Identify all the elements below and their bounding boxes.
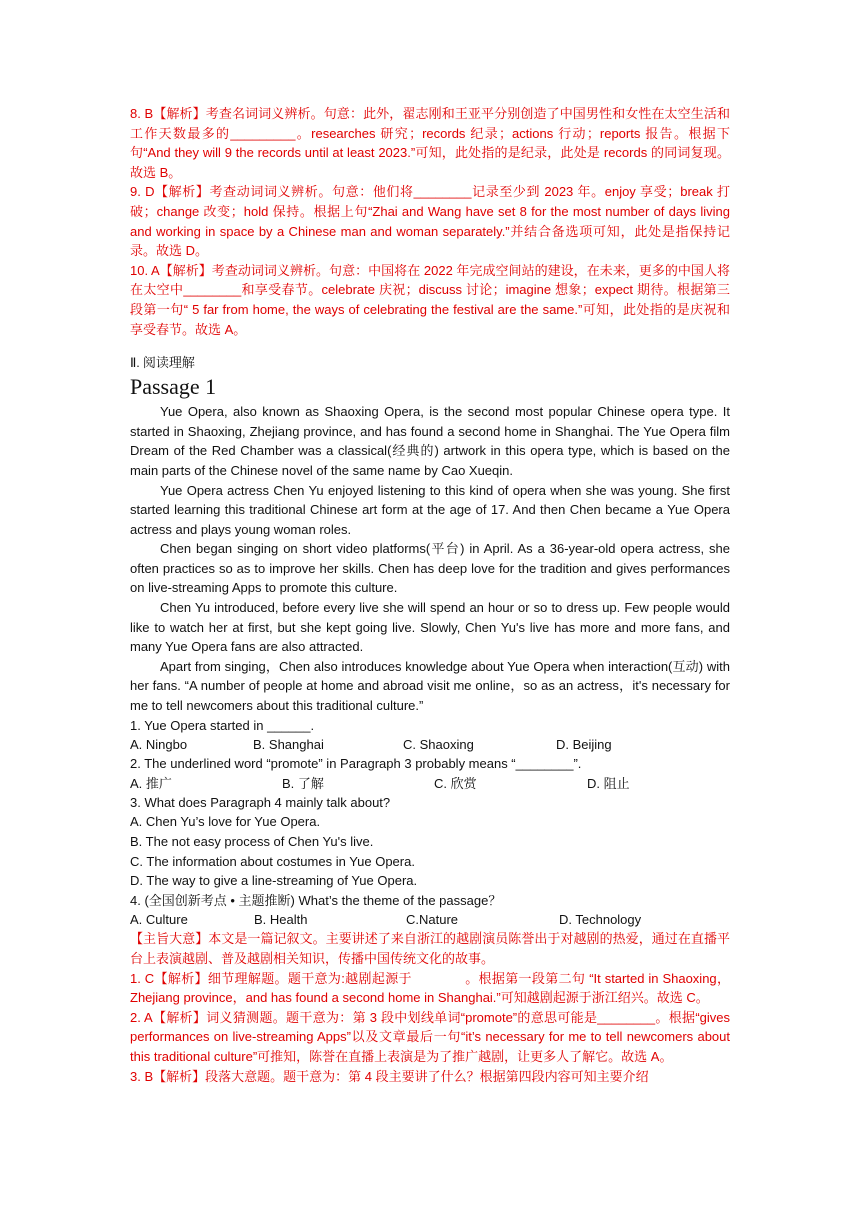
passage-paragraph-1: Yue Opera, also known as Shaoxing Opera, is the second most popular Chinese opera type. It started in Shaoxing, Zhejiang province, and has found a second home in Shanghai. The Yue Opera film Dream of the Red Chamber was a classical(经典的) artwork in this opera type, which is based on the main parts of the Chinese novel of the same name by Cao Xueqin. — [130, 404, 730, 478]
answer-1: 1. C【解析】细节理解题。题干意为:越剧起源于 。根据第一段第二句 “It started in Shaoxing，Zhejiang province，and has found a second home in Shanghai.”可知越剧起源于浙江绍兴。故选 C。 — [130, 970, 730, 1006]
passage-paragraph-5: Apart from singing，Chen also introduces knowledge about Yue Opera when interaction(互动) with her fans. “A number of people at home and abroad visit me online，so as an actress，it's necessary for me to tell newcomers about this traditional culture.” — [130, 658, 730, 714]
passage-paragraph-3: Chen began singing on short video platforms(平台) in April. As a 36-year-old opera actress, she often practices so as to improve her skills. Chen has deep love for the tradition and gives performances on live-streaming Apps to promote this culture. — [130, 541, 730, 596]
answer-2: 2. A【解析】词义猜测题。题干意为：第 3 段中划线单词“promote”的意思可能是________。根据“gives performances on live-streaming Apps”以及文章最后一句“it’s necessary for me to tell newcomers about this traditional culture”可推知，陈誉在直播上表演是为了推广越剧，让更多人了解它。故选 A。 — [130, 1009, 730, 1064]
option-b: B. Health — [254, 912, 308, 928]
option-c: C.Nature — [406, 912, 459, 928]
option-a: A. Ningbo — [130, 737, 188, 753]
option-row — [130, 735, 730, 754]
answer-explanations-top — [130, 104, 730, 339]
main-idea: 【主旨大意】本文是一篇记叙文。主要讲述了来自浙江的越剧演员陈誉出于对越剧的热爱，通过在直播平台上表演越剧、普及越剧相关知识，传播中国传统文化的故事。 — [130, 931, 730, 966]
question-4 — [130, 891, 730, 930]
option-d: D. Beijing — [556, 737, 612, 753]
option-b: B. The not easy process of Chen Yu's live. — [130, 834, 374, 849]
option-b: B. Shanghai — [253, 737, 324, 753]
answer-3: 3. B【解析】段落大意题。题干意为：第 4 段主要讲了什么？根据第四段内容可知主要介绍 — [130, 1068, 649, 1084]
option-d: D. The way to give a line-streaming of Yue Opera. — [130, 873, 418, 889]
answer-9: 9. D【解析】考查动词词义辨析。句意：他们将________记录至少到 2023 年。enjoy 享受；break 打破；change 改变；hold 保持。根据上句“Zhai and Wang have set 8 for the most number of days living and working in space by a Chinese man and woman separately.”并结合备选项可知，此处是指保持记录。故选 D。 — [130, 184, 730, 259]
option-c: C. The information about costumes in Yue Opera. — [130, 853, 415, 869]
option-row — [130, 910, 730, 929]
page-content — [130, 104, 730, 1086]
question-2 — [130, 754, 730, 793]
question-stem: 3. What does Paragraph 4 mainly talk about? — [130, 794, 391, 810]
answer-8: 8. B【解析】考查名词词义辨析。句意：此外，翟志刚和王亚平分别创造了中国男性和女性在太空生活和工作天数最多的_________。researches 研究；records 纪录；actions 行动；reports 报告。根据下句“And they will 9 the records until at least 2023.”可知，此处指的是纪录，此处是 records 的同词复现。故选 B。 — [130, 106, 730, 180]
option-b: B. 了解 — [282, 775, 324, 791]
question-stem: 2. The underlined word “promote” in Paragraph 3 probably means “________”. — [130, 756, 582, 772]
passage-body — [130, 402, 730, 716]
option-a: A. 推广 — [130, 775, 172, 791]
option-c: C. 欣赏 — [434, 775, 477, 791]
option-a: A. Chen Yu’s love for Yue Opera. — [130, 814, 321, 830]
passage-title: Passage 1 — [130, 374, 217, 400]
question-3 — [130, 793, 730, 891]
question-stem: 4. (全国创新考点 • 主题推断) What’s the theme of the passage？ — [130, 892, 502, 908]
question-stem: 1. Yue Opera started in ______. — [130, 717, 315, 733]
option-d: D. 阻止 — [587, 775, 630, 791]
section-heading: Ⅱ. 阅读理解 — [130, 355, 195, 371]
option-row — [130, 774, 730, 793]
passage-paragraph-4: Chen Yu introduced, before every live she will spend an hour or so to dress up. Few people would like to watch her at first, but she kept going live. Slowly, Chen Yu's live has more and more fans, and many Yue Opera fans are also attracted. — [130, 600, 730, 655]
option-d: D. Technology — [559, 912, 642, 928]
answer-10: 10. A【解析】考查动词词义辨析。句意：中国将在 2022 年完成空间站的建设，在未来，更多的中国人将在太空中________和享受春节。celebrate 庆祝；discuss 讨论；imagine 想象；expect 期待。根据第三段第一句“ 5 far from home, the ways of celebrating the festival are the same.”可知，此处指的是庆祝和享受春节。故选 A。 — [130, 262, 730, 337]
question-1 — [130, 716, 730, 755]
passage-paragraph-2: Yue Opera actress Chen Yu enjoyed listening to this kind of opera when she was young. She first started learning this traditional Chinese art form at the age of 17. And then Chen became a Yue Opera actress and plays young woman roles. — [130, 482, 730, 537]
option-c: C. Shaoxing — [403, 737, 474, 753]
option-a: A. Culture — [130, 912, 188, 928]
answer-explanations-bottom — [130, 929, 730, 1086]
